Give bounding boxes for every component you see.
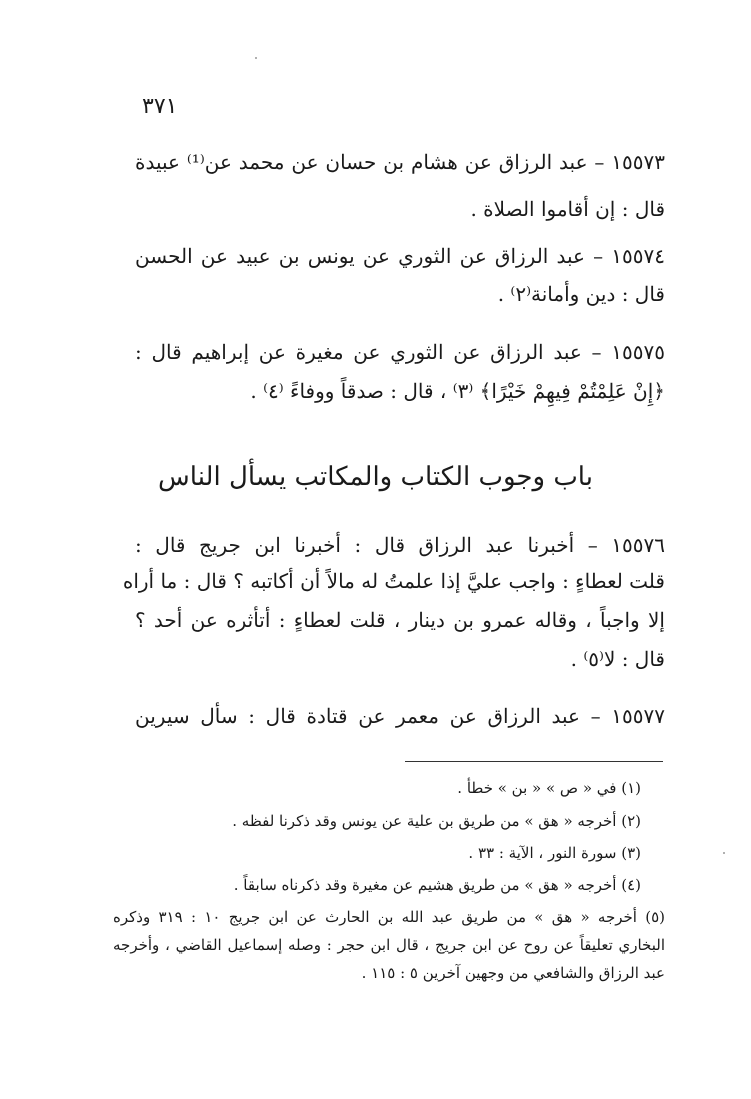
page-number: ٣٧١ — [142, 94, 178, 119]
footnote-5-continuation-1: البخاري تعليقاً عن روح عن ابن جريج ، قال ابن حجر : وصله إسماعيل القاضي ، وأخرجه — [113, 936, 665, 954]
entry-15576-line-4: قال : لا⁽٥⁾ . — [570, 647, 665, 671]
entry-15574-line-1: ١٥٥٧٤ – عبد الرزاق عن الثوري عن يونس بن عبيد عن الحسن — [135, 244, 665, 268]
chapter-heading: باب وجوب الكتاب والمكاتب يسأل الناس — [158, 462, 593, 492]
footnote-2: (٢) أخرجه « هق » من طريق بن علية عن يونس وقد ذكرنا لفظه . — [232, 812, 641, 830]
entry-15577-line-1: ١٥٥٧٧ – عبد الرزاق عن معمر عن قتادة قال : سأل سيرين — [135, 704, 665, 728]
entry-15573-line-2: قال : إن أقاموا الصلاة . — [470, 197, 665, 221]
entry-15575-line-2: ﴿إِنْ عَلِمْتُمْ فِيهِمْ خَيْرًا﴾ ⁽٣⁾ ، قال : صدقاً ووفاءً ⁽٤⁾ . — [250, 379, 665, 403]
footnote-5-continuation-2: عبد الرزاق والشافعي من وجهين آخرين ٥ : ١١٥ . — [361, 964, 665, 982]
footnote-4: (٤) أخرجه « هق » من طريق هشيم عن مغيرة وقد ذكرناه سابقاً . — [233, 876, 641, 894]
scan-speck — [255, 57, 257, 59]
footnote-3: (٣) سورة النور ، الآية : ٣٣ . — [468, 844, 641, 862]
scan-speck — [723, 852, 725, 854]
footnote-separator — [405, 761, 663, 762]
footnote-5: (٥) أخرجه « هق » من طريق عبد الله بن الحارث عن ابن جريج ١٠ : ٣١٩ وذكره — [113, 908, 666, 926]
entry-15576-line-1: ١٥٥٧٦ – أخبرنا عبد الرزاق قال : أخبرنا ابن جريج قال : — [135, 533, 665, 557]
entry-15573-line-1: ١٥٥٧٣ – عبد الرزاق عن هشام بن حسان عن محمد عن⁽¹⁾ عبيدة — [135, 150, 666, 174]
footnote-1: (١) في « ص » « بن » خطأ . — [457, 779, 641, 797]
entry-15575-line-1: ١٥٥٧٥ – عبد الرزاق عن الثوري عن مغيرة عن إبراهيم قال : — [135, 340, 665, 364]
entry-15574-line-2: قال : دين وأمانة⁽٢⁾ . — [497, 282, 665, 306]
entry-15576-line-2: قلت لعطاءٍ : واجب عليَّ إذا علمتُ له مالاً أن أكاتبه ؟ قال : ما أراه — [122, 569, 665, 593]
entry-15576-line-3: إلا واجباً ، وقاله عمرو بن دينار ، قلت لعطاءٍ : أتأثره عن أحد ؟ — [135, 608, 665, 632]
